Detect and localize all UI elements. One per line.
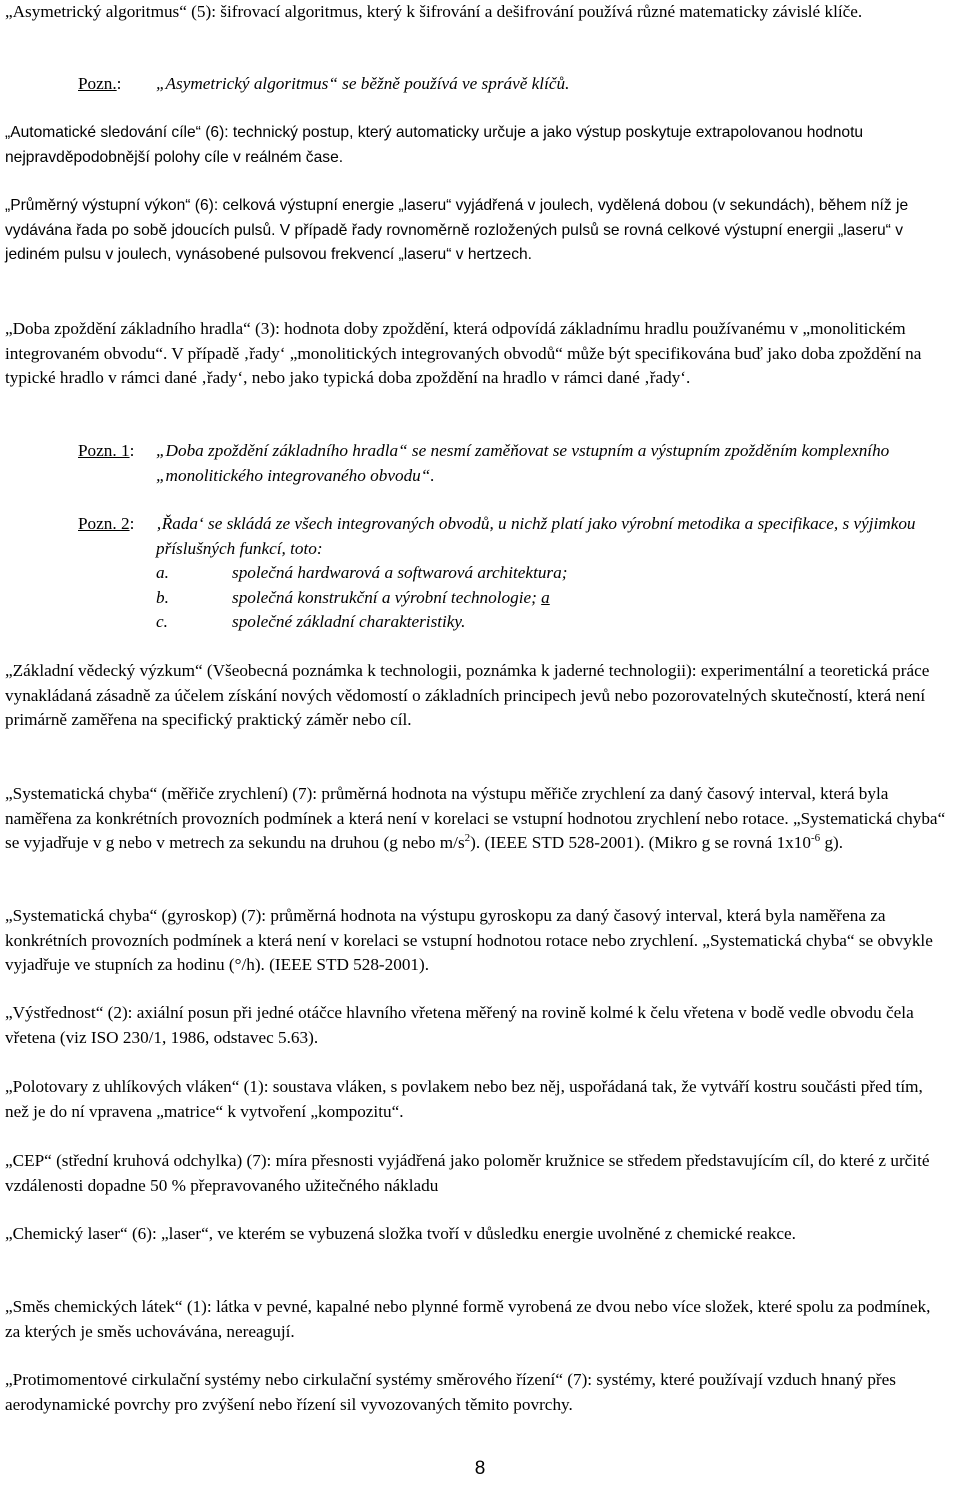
list-item: a. společná hardwarová a softwarová architektura; xyxy=(156,563,568,582)
definition-cep: „CEP“ (střední kruhová odchylka) (7): míra přesnosti vyjádřená jako poloměr kružnice se středem představujícím cíl, do které z určité vzdálenosti dopadne 50 % přepravovaného užitečného nákladu xyxy=(5,1151,930,1195)
note-label: Pozn.: xyxy=(78,74,122,93)
definition-zakladni-vedecky-vyzkum: „Základní vědecký výzkum“ (Všeobecná poznámka k technologii, poznámka k jaderné technologii): experimentální a teoretická práce vynakládaná zásadně za účelem získání nových vědomostí o základních principech jevů nebo pozorovatelných skutečností, která není primárně zaměřena na specifický praktický záměr nebo cíl. xyxy=(5,661,930,729)
definition-prumerny-vystupni-vykon: „Průměrný výstupní výkon“ (6): celková výstupní energie „laseru“ vyjádřená v joulech, vydělená dobou (v sekundách), během níž je vydávána řada po sobě jdoucích pulsů. V případě řady rovnoměrně rozložených pulsů se rovná celkové výstupní energii „laseru“ v jediném pulsu v joulech, vynásobené pulsovou frekvencí „laseru“ v hertzech. xyxy=(5,197,909,263)
definition-systematicka-chyba-merice-zrychleni: „Systematická chyba“ (měřiče zrychlení) (7): průměrná hodnota na výstupu měřiče zrychlení za daný časový interval, která byla naměřena za konkrétních provozních podmínek a která není v korelaci se vstupní hodnotou zrychlení nebo rotace. „Systematická chyba“ se vyjadřuje v g nebo v metrech za sekundu na druhou (g nebo $m/s^2$). (IEEE STD 528-2001). (Mikro g se rovná $1x10^{-6}$ g). xyxy=(5,784,946,852)
definition-protimomentove-cirkulacni-systemy: „Protimomentové cirkulační systémy nebo cirkulační systémy směrového řízení“ (7): systémy, které používají vzduch hnaný přes aerodynamické povrchy pro zvýšení nebo řízení sil vyvozovaných těmito povrchy. xyxy=(5,1370,896,1414)
note-text: „Doba zpoždění základního hradla“ se nesmí zaměňovat se vstupním a výstupním zpožděním komplexního „monolitického integrovaného obvodu“. xyxy=(156,441,890,485)
note-1-doba-zpozdeni xyxy=(5,439,946,488)
definition-polotovary-z-uhlikovych-vlaken: „Polotovary z uhlíkových vláken“ (1): soustava vláken, s povlakem nebo bez něj, uspořádaná tak, že vytváří kostru součásti před tím, než je do ní vpravena „matrice“ k vytvoření „kompozitu“. xyxy=(5,1077,923,1121)
page-number: 8 xyxy=(474,1458,486,1479)
note-asymetricky-algoritmus xyxy=(5,72,946,97)
definition-vystrednost: „Výstřednost“ (2): axiální posun při jedné otáčce hlavního vřetena měřený na rovině kolmé k čelu vřetena v bodě vedle obvodu čela vřetena (viz ISO 230/1, 1986, odstavec 5.63). xyxy=(5,1003,914,1047)
definition-doba-zpozdeni-zakladniho-hradla: „Doba zpoždění základního hradla“ (3): hodnota doby zpoždění, která odpovídá základnímu hradlu používanému v „monolitickém integrovaném obvodu“. V případě ‚řady‘ „monolitických integrovaných obvodů“ může být specifikována buď jako doba zpoždění na typické hradlo v rámci dané ‚řady‘, nebo jako typická doba zpoždění na hradlo v rámci dané ‚řady‘. xyxy=(5,319,922,387)
definition-chemicky-laser: „Chemický laser“ (6): „laser“, ve kterém se vybuzená složka tvoří v důsledku energie uvolněné z chemické reakce. xyxy=(5,1224,796,1243)
note-text: „Asymetrický algoritmus“ se běžně používá ve správě klíčů. xyxy=(156,74,570,93)
definition-automaticke-sledovani-cile: „Automatické sledování cíle“ (6): technický postup, který automaticky určuje a jako výstup poskytuje extrapolovanou hodnotu nejpravděpodobnější polohy cíle v reálném čase. xyxy=(5,124,864,166)
note-2-rada xyxy=(5,512,946,635)
note-text: ‚Řada‘ se skládá ze všech integrovaných obvodů, u nichž platí jako výrobní metodika a specifikace, s výjimkou příslušných funkcí, toto: xyxy=(156,514,916,558)
definition-asymetricky-algoritmus: „Asymetrický algoritmus“ (5): šifrovací algoritmus, který k šifrování a dešifrování používá různé matematicky závislé klíče. xyxy=(5,2,863,21)
definition-systematicka-chyba-gyroskop: „Systematická chyba“ (gyroskop) (7): průměrná hodnota na výstupu gyroskopu za daný časový interval, která byla naměřena za konkrétních provozních podmínek a která není v korelaci se vstupní hodnotou rotace nebo zrychlení. „Systematická chyba“ se obvykle vyjadřuje ve stupních za hodinu (°/h). (IEEE STD 528-2001). xyxy=(5,906,933,974)
note-label: Pozn. 1: xyxy=(78,441,135,460)
list-item: b. společná konstrukční a výrobní technologie; a xyxy=(156,587,550,607)
definition-smes-chemickych-latek: „Směs chemických látek“ (1): látka v pevné, kapalné nebo plynné formě vyrobená ze dvou nebo více složek, které spolu za podmínek, za kterých je směs uchovávána, nereagují. xyxy=(5,1297,931,1341)
note-label: Pozn. 2: xyxy=(78,514,135,533)
list-item: c. společné základní charakteristiky. xyxy=(156,612,466,631)
